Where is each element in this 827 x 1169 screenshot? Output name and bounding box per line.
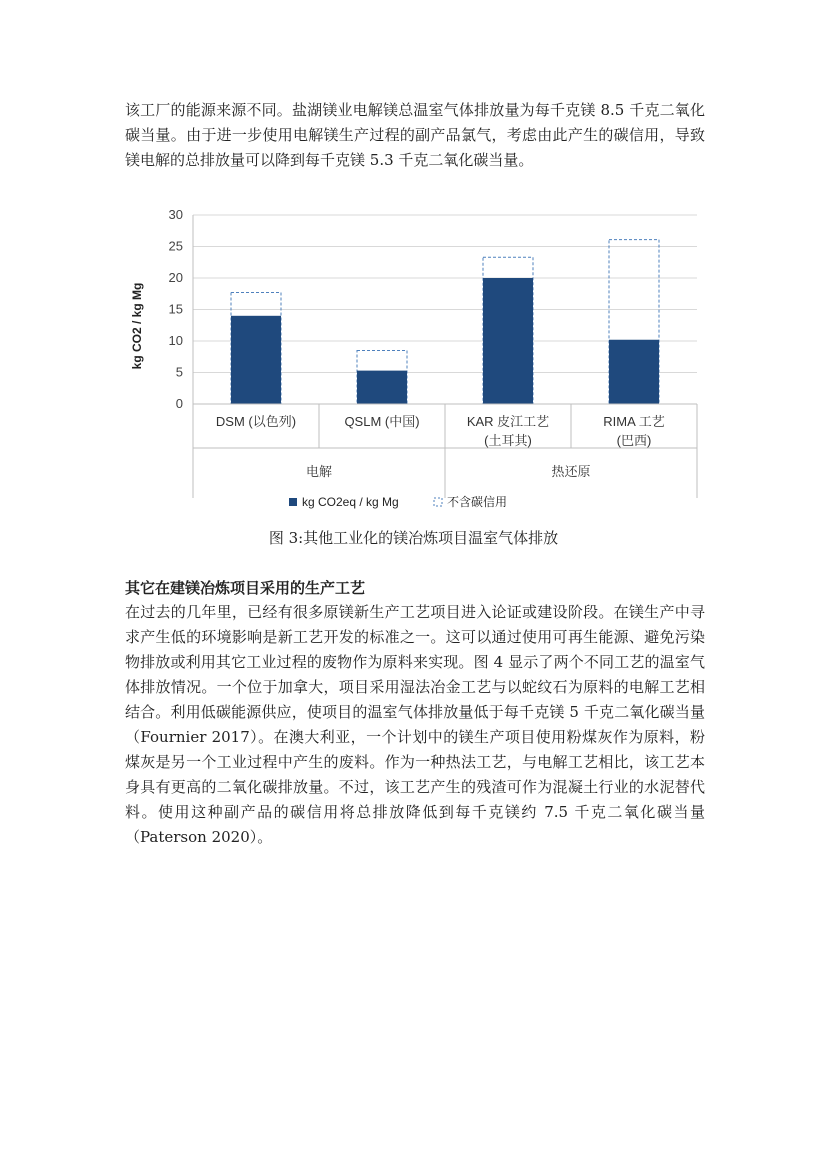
y-tick-label: 25: [168, 238, 183, 254]
category-label-line1: KAR 皮江工艺: [466, 414, 550, 429]
legend-swatch-solid: [289, 498, 297, 506]
group-label: 热还原: [551, 464, 591, 479]
group-label: 电解: [305, 464, 333, 479]
legend-label-dashed: 不含碳信用: [447, 495, 508, 509]
body-paragraph: 在过去的几年里，已经有很多原镁新生产工艺项目进入论证或建设阶段。在镁生产中寻求产生低的环境影响是新工艺开发的标准之一。这可以通过使用可再生能源、避免污染物排放或利用其它工业过程的废物作为原料来实现。图 4 显示了两个不同工艺的温室气体排放情况。一个位于加拿大，项目采用湿法冶金工艺与以蛇纹石为原料的电解工艺相结合。利用低碳能源供应，使项目的温室气体排放量低于每千克镁 5 千克二氧化碳当量（Fournier 2017）。在澳大利亚，一个计划中的镁生产项目使用粉煤灰作为原料，粉煤灰是另一个工业过程中产生的废料。作为一种热法工艺，与电解工艺相比，该工艺本身具有更高的二氧化碳排放量。不过，该工艺产生的残渣可作为混凝土行业的水泥替代料。使用这种副产品的碳信用将总排放降低到每千克镁约 7.5 千克二氧化碳当量（Paterson 2020）。: [125, 603, 705, 846]
section-heading: 其它在建镁冶炼项目采用的生产工艺: [125, 579, 366, 597]
legend-swatch-dashed: [434, 498, 442, 506]
group-labels: [306, 464, 591, 479]
category-label-line1: RIMA 工艺: [603, 414, 665, 429]
legend: [289, 494, 507, 509]
y-tick-label: 15: [168, 301, 183, 317]
y-tick-label: 20: [168, 270, 183, 285]
intro-paragraph: 该工厂的能源来源不同。盐湖镁业电解镁总温室气体排放量为每千克镁 8.5 千克二氧化碳当量。由于进一步使用电解镁生产过程的副产品氯气，考虑由此产生的碳信用，导致镁电解的总排放量可以降到每千克镁 5.3 千克二氧化碳当量。: [125, 101, 705, 169]
emissions-bar-chart: [125, 198, 705, 518]
category-label-line1: QSLM (中国): [344, 414, 420, 429]
category-labels: [216, 414, 665, 448]
bar-with-credit: [231, 316, 281, 404]
bars-without-credit: [231, 240, 659, 404]
category-label-line2: (巴西): [616, 433, 652, 448]
y-axis-label: kg CO2 / kg Mg: [130, 282, 144, 370]
legend-label-solid: kg CO2eq / kg Mg: [302, 495, 399, 509]
bar-with-credit: [483, 278, 533, 404]
y-tick-label: 5: [175, 364, 183, 380]
y-ticks: [169, 207, 183, 411]
y-tick-label: 0: [175, 396, 183, 411]
y-tick-label: 10: [168, 333, 183, 348]
figure-caption: 图 3:其他工业化的镁冶炼项目温室气体排放: [268, 529, 559, 547]
bar-with-credit: [609, 340, 659, 404]
category-label-line2: (土耳其): [484, 433, 532, 448]
bar-with-credit: [357, 371, 407, 404]
category-label-line1: DSM (以色列): [215, 414, 297, 429]
y-tick-label: 30: [168, 207, 183, 222]
